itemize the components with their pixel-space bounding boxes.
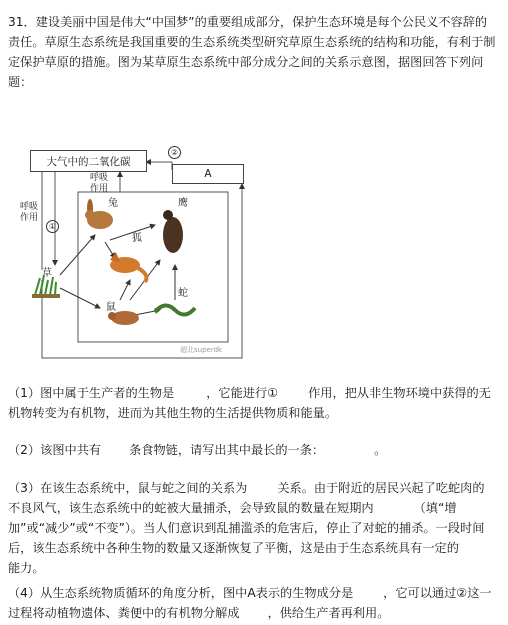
respiration-top-label: 呼吸作用 [90, 173, 109, 194]
question-1: （1）图中属于生产者的生物是 ，它能进行① 作用，把从非生物环境中获得的无机物转变为有机物，进而为其他生物的生活提供物质和能量。 [8, 386, 491, 420]
mouse-label: 鼠 [106, 302, 116, 313]
question-intro [8, 12, 496, 92]
fox-drawing [110, 252, 146, 282]
circle-1-label: ① [46, 220, 59, 233]
eagle-label: 鹰 [178, 198, 188, 209]
rabbit-label: 兔 [108, 198, 118, 209]
mouse-drawing [108, 311, 139, 325]
snake-label: 蛇 [178, 288, 188, 299]
co2-box: 大气中的二氧化碳 [30, 150, 147, 172]
respiration-left-label: 呼吸作用 [20, 202, 39, 223]
grass-label: 草 [42, 268, 52, 279]
circle-2-label: ② [168, 146, 181, 159]
question-2: （2）该图中共有 条食物链，请写出其中最长的一条： 。 [8, 443, 387, 457]
watermark: 超北superdk [180, 346, 223, 354]
question-4: （4）从生态系统物质循环的角度分析，图中A表示的生物成分是 ，它可以通过②这一过程将动植物遗体、粪便中的有机物分解成 ，供给生产者再利用。 [8, 586, 492, 620]
ecosystem-diagram [20, 140, 260, 365]
snake-drawing [155, 305, 195, 314]
intro-text: 建设美丽中国是伟大“中国梦”的重要组成部分，保护生态环境是每个公民义不容辞的责任。草原生态系统是我国重要的生态系统类型研究草原生态系统的结构和功能，有利于制定保护草原的措施。图为某草原生态系统中部分成分之间的关系示意图，据图回答下列问题： [8, 15, 496, 89]
question-number: 31． [8, 15, 36, 29]
question-3: （3）在该生态系统中，鼠与蛇之间的关系为 关系。由于附近的居民兴起了吃蛇肉的不良风气，该生态系统中的蛇被大量捕杀，会导致鼠的数量在短期内 （填“增加”或“减少”或“不变”）。当人们意识到乱捕滥杀的危害后，停止了对蛇的捕杀。一段时间后，该生态系统中各种生物的数量又逐渐恢复了平衡，这是由于生态系统具有一定的能力。 [8, 481, 485, 575]
a-box: A [172, 164, 244, 184]
eagle-drawing [163, 210, 183, 253]
fox-label: 狐 [132, 233, 142, 244]
